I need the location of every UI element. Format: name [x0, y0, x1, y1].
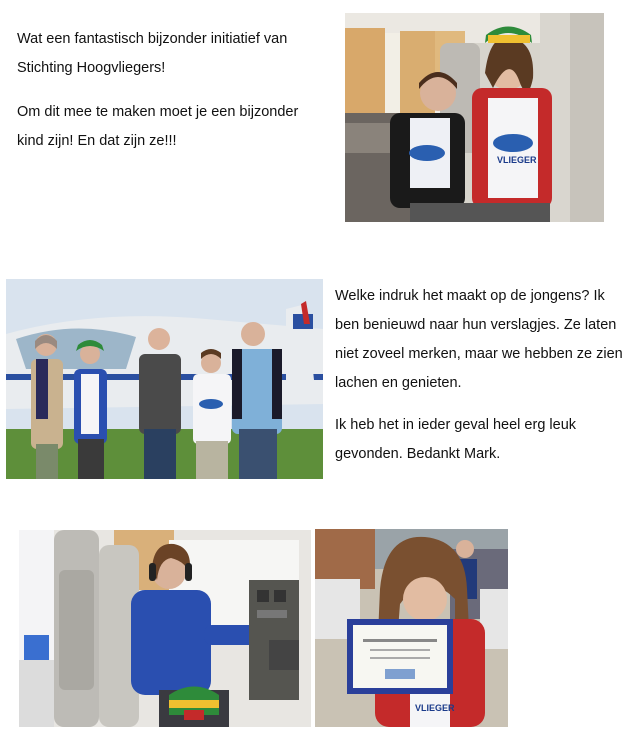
- intro-line-1: Wat een fantastisch bijzonder initiatief van: [17, 31, 288, 47]
- intro-line-2: Stichting Hoogvliegers!: [17, 60, 166, 76]
- special-kid-line-1: Om dit mee te maken moet je een bijzonder: [17, 104, 299, 120]
- impression-line-4: lachen en genieten.: [335, 375, 462, 391]
- shirt-text: VLIEGER: [497, 155, 537, 165]
- impression-paragraph: [335, 282, 623, 398]
- photo-boy-with-certificate: [315, 529, 508, 727]
- thanks-line-2: gevonden. Bedankt Mark.: [335, 446, 501, 462]
- photo-group-with-airplane: [6, 279, 323, 479]
- impression-line-1: Welke indruk het maakt op de jongens? Ik: [335, 288, 605, 304]
- thanks-paragraph: [335, 411, 576, 469]
- photo-boy-in-cockpit: [19, 530, 311, 727]
- impression-line-3: niet zoveel merken, maar we hebben ze zien: [335, 346, 623, 362]
- photo-boys-in-cabin: [345, 13, 604, 222]
- special-kid-line-2: kind zijn! En dat zijn ze!!!: [17, 133, 177, 149]
- thanks-line-1: Ik heb het in ieder geval heel erg leuk: [335, 417, 577, 433]
- special-kid-paragraph: [17, 98, 298, 156]
- certificate-shirt-text: VLIEGER: [415, 703, 455, 713]
- intro-paragraph: [17, 25, 287, 83]
- impression-line-2: ben benieuwd naar hun verslagjes. Ze laten: [335, 317, 617, 333]
